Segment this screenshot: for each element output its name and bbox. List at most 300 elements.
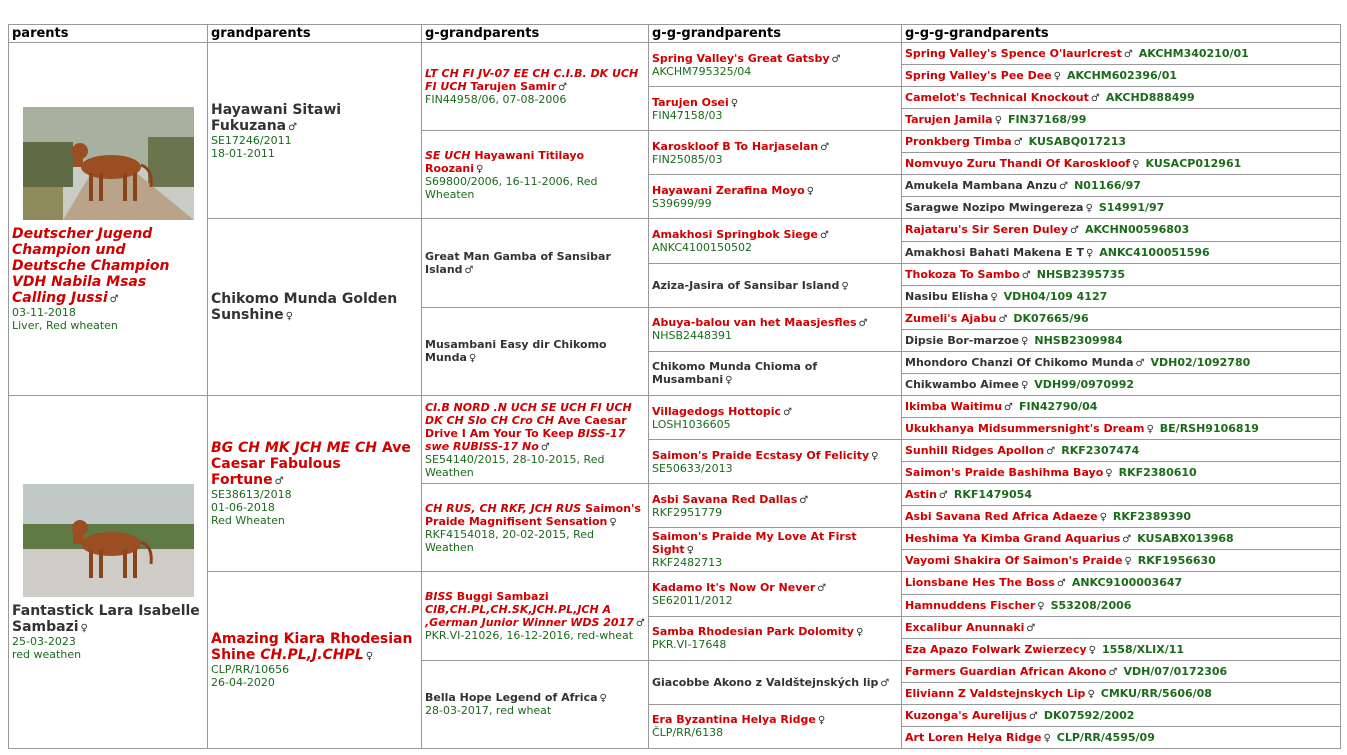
ancestor-name-text: Saimon's Praide My Love At First Sight [652,530,857,557]
g-g-grandparent-cell [649,660,902,704]
ancestor-name[interactable] [652,713,898,726]
ancestor-name-text: Astin [905,488,937,502]
ancestor-reg: RKF2380610 [1118,466,1197,480]
sex-icon: ♀ [841,280,849,292]
ancestor-name-text: Amukela Mambana Anzu [905,179,1058,193]
pedigree-table [8,24,1341,749]
ancestor-reg: DK07592/2002 [1043,708,1135,722]
ancestor-date: 18-01-2011 [211,146,275,160]
ancestor-name[interactable] [905,91,1337,104]
sire-name-block [12,226,204,306]
ancestor-name[interactable] [905,135,1337,148]
ancestor-name[interactable] [905,687,1337,700]
ancestor-name[interactable] [905,157,1337,170]
g-g-g-grandparent-cell [902,87,1341,109]
ancestor-reg: RKF2307474 [1061,444,1140,458]
ancestor-name-text: Farmers Guardian African Akono [905,664,1107,678]
ancestor-name[interactable] [905,47,1337,60]
ancestor-reg: NHSB2395735 [1036,267,1126,281]
g-g-grandparent-cell [649,175,902,219]
sex-icon: ♂ [858,318,868,330]
ancestor-name[interactable] [652,676,898,689]
ancestor-name-text: Heshima Ya Kimba Grand Aquarius [905,532,1121,546]
ancestor-name-text: Musambani Easy dir Chikomo Munda [425,338,607,365]
g-g-grandparent-cell [649,87,902,131]
g-g-grandparent-cell [649,528,902,572]
ancestor-reg: NHSB2309984 [1034,333,1123,347]
ancestor-reg: S14991/97 [1098,201,1165,215]
ancestor-name-text: Ikimba Waitimu [905,400,1003,413]
sex-icon: ♀ [1105,468,1113,480]
ancestor-name[interactable] [905,422,1337,435]
ancestor-name[interactable] [652,184,898,197]
sire-sex-icon: ♂ [109,293,119,305]
ancestor-name-text: Sunhill Ridges Apollon [905,444,1045,458]
ancestor-name-text: Saimon's Praide Magnifisent Sensation [425,501,641,528]
g-g-grandparent-cell [649,616,902,660]
sex-icon: ♂ [1046,446,1056,458]
ancestor-name[interactable] [905,621,1337,634]
ancestor-name-text: Bella Hope Legend of Africa [425,691,598,705]
sex-icon: ♀ [994,115,1002,127]
ancestor-title: LT CH FI JV-07 EE CH C.I.B. DK UCH FI UCH [425,67,639,94]
ancestor-name-text: Thokoza To Sambo [905,267,1020,281]
sex-icon: ♀ [1132,159,1140,171]
ancestor-name-text: Ave Caesar Fabulous Fortune [211,440,411,489]
ancestor-name-text: Ave Caesar Drive I Am Your To Keep [425,413,627,440]
ancestor-name-text: Hayawani Sitawi Fukuzana [211,101,342,134]
sex-icon: ♂ [1135,357,1145,369]
ancestor-reg: SE17246/2011 [211,133,292,147]
sex-icon: ♂ [1026,622,1036,634]
sex-icon: ♂ [1123,49,1133,60]
sex-icon: ♂ [1021,269,1031,281]
ancestor-name-text: Hayawani Titilayo Roozani [425,148,585,175]
header-row [9,25,1341,43]
sex-icon: ♀ [285,311,293,323]
ancestor-name-text: Nasibu Elisha [905,289,989,303]
ancestor-name[interactable] [905,246,1337,259]
ancestor-name[interactable] [425,691,645,704]
ancestor-date: 01-06-2018 [211,501,275,515]
ancestor-name[interactable] [905,466,1337,479]
ancestor-reg: ANKC4100051596 [1099,245,1210,259]
ancestor-name-text: Dipsie Bor-marzoe [905,333,1020,347]
sire-cell [9,43,208,396]
ancestor-name-text: Amazing Kiara Rhodesian Shine [211,631,413,664]
ancestor-name[interactable] [905,532,1337,545]
ancestor-name-text: Chikomo Munda Golden Sunshine [211,291,398,324]
g-g-g-grandparent-cell [902,550,1341,572]
ancestor-name[interactable] [905,599,1337,612]
ancestor-color: Red Wheaten [211,514,285,528]
ancestor-name-text: Kuzonga's Aurelijus [905,708,1027,722]
ancestor-name[interactable] [652,493,898,506]
ancestor-reg: AKCHN00596803 [1084,223,1190,237]
sex-icon: ♀ [806,185,814,197]
grandparent-cell [208,43,422,219]
ancestor-reg: FIN25085/03 [652,152,723,166]
ancestor-name[interactable] [652,279,898,292]
g-g-g-grandparent-cell [902,307,1341,329]
sex-icon: ♀ [871,450,879,462]
ancestor-name-text: Eliviann Z Valdstejnskych Lip [905,686,1086,700]
sex-icon: ♂ [820,141,830,153]
g-g-g-grandparent-cell [902,462,1341,484]
ancestor-reg: RKF2389390 [1112,510,1192,524]
ancestor-name[interactable] [652,52,898,65]
ancestor-reg: FIN37168/99 [1007,113,1087,127]
ancestor-reg: 28-03-2017, red wheat [425,704,552,718]
ancestor-name-text: Saragwe Nozipo Mwingereza [905,201,1084,215]
ancestor-name-text: Buggi Sambazi [456,590,549,604]
table-row [9,396,1341,418]
sex-icon: ♂ [1028,710,1038,722]
sex-icon: ♂ [799,494,809,506]
ancestor-name-text: Samba Rhodesian Park Dolomity [652,625,854,639]
sex-icon: ♂ [998,313,1008,325]
ancestor-reg: AKCHD888499 [1105,91,1195,105]
ancestor-name-text: Chikwambo Aimee [905,378,1019,391]
ancestor-reg: S39699/99 [652,196,712,210]
ancestor-name[interactable] [905,554,1337,567]
ancestor-reg: FIN47158/03 [652,108,723,122]
ancestor-name[interactable] [905,179,1337,192]
ancestor-name-text: Amakhosi Bahati Makena E T [905,245,1084,259]
sex-icon: ♂ [540,441,550,453]
ancestor-name-text: Tarujen Samir [470,80,557,94]
ancestor-name[interactable] [652,360,898,386]
g-g-g-grandparent-cell [902,594,1341,616]
sex-icon: ♂ [1070,225,1079,237]
ancestor-name[interactable] [905,113,1337,126]
ancestor-name[interactable] [905,378,1337,391]
sex-icon: ♀ [599,693,607,705]
header-parents: parents [9,25,208,43]
ancestor-name-text: Eza Apazo Folwark Zwierzecy [905,642,1087,656]
sex-icon: ♀ [1146,424,1154,435]
sex-icon: ♂ [817,582,827,594]
ancestor-name[interactable] [905,223,1337,236]
ancestor-name[interactable] [425,401,645,453]
ancestor-name[interactable] [652,140,898,153]
ancestor-name[interactable] [905,576,1337,589]
dam-name: Fantastick Lara Isabelle Sambazi [12,602,200,635]
ancestor-name-text: Spring Valley's Pee Dee [905,69,1052,82]
dam-birth-date: 25-03-2023 [12,634,76,648]
sex-icon: ♀ [1085,247,1094,259]
sex-icon: ♂ [558,82,568,94]
table-row [9,43,1341,65]
ancestor-reg: KUSABQ017213 [1028,135,1127,149]
ancestor-reg: ANKC4100150502 [652,240,753,254]
ancestor-name[interactable] [652,228,898,241]
sex-icon: ♀ [817,715,826,727]
ancestor-title: CI.B NORD .N UCH SE UCH FI UCH DK CH Slo CH Cro CH [425,400,632,427]
ancestor-name-text: Asbi Savana Red Dallas [652,492,798,506]
ancestor-name-text: Tarujen Jamila [905,113,993,127]
ancestor-name[interactable] [425,149,645,175]
ancestor-name[interactable] [652,530,898,556]
sex-icon: ♀ [365,651,374,663]
header-g-g-g-grandparents: g-g-g-grandparents [902,25,1341,43]
g-g-g-grandparent-cell [902,43,1341,65]
ancestor-name-text: Villagedogs Hottopic [652,404,782,418]
ancestor-reg: SE50633/2013 [652,461,733,475]
ancestor-name[interactable] [652,449,898,462]
ancestor-reg: SE62011/2012 [652,593,733,607]
g-g-g-grandparent-cell [902,484,1341,506]
sex-icon: ♂ [464,265,474,277]
dam-photo [23,484,194,597]
ancestor-name[interactable] [652,625,898,638]
ancestor-reg: SE54140/2015, 28-10-2015, Red Weathen [425,452,605,479]
sex-icon: ♀ [1021,335,1029,347]
sire-birth-date: 03-11-2018 [12,305,76,319]
ancestor-name[interactable] [905,69,1337,82]
ancestor-name[interactable] [211,102,418,134]
g-grandparent-cell [422,43,649,131]
g-g-g-grandparent-cell [902,219,1341,241]
g-g-g-grandparent-cell [902,351,1341,373]
g-g-g-grandparent-cell [902,329,1341,351]
ancestor-name-text: Pronkberg Timba [905,135,1012,149]
g-g-g-grandparent-cell [902,638,1341,660]
sex-icon: ♀ [990,291,998,303]
ancestor-name-text: Abuya-balou van het Maasjesfles [652,316,857,330]
ancestor-name-text: Tarujen Osei [652,95,729,109]
g-g-g-grandparent-cell [902,528,1341,550]
ancestor-title-extra: CH.PL,J.CHPL [260,647,364,664]
sex-icon: ♂ [274,476,284,488]
ancestor-name-text: Saimon's Praide Ecstasy Of Felicity [652,448,870,462]
ancestor-reg: VDH02/1092780 [1150,355,1251,369]
ancestor-name[interactable] [905,334,1337,347]
sex-icon: ♂ [1004,402,1013,413]
ancestor-name[interactable] [211,631,418,663]
sire-color: Liver, Red wheaten [12,318,118,332]
sex-icon: ♀ [1037,600,1045,612]
header-g-grandparents: g-grandparents [422,25,649,43]
g-grandparent-cell [422,219,649,307]
ancestor-reg: FIN42790/04 [1019,400,1098,413]
ancestor-reg: VDH04/109 4127 [1003,289,1108,303]
ancestor-reg: NHSB2448391 [652,329,733,343]
ancestor-name[interactable] [652,96,898,109]
sex-icon: ♀ [725,375,733,387]
g-g-g-grandparent-cell [902,65,1341,87]
ancestor-name[interactable] [425,590,645,629]
ancestor-name-text: Aziza-Jasira of Sansibar Island [652,278,840,292]
ancestor-name[interactable] [905,665,1337,678]
ancestor-reg: S69800/2006, 16-11-2006, Red Wheaten [425,174,598,201]
g-g-grandparent-cell [649,704,902,748]
ancestor-name-text: Great Man Gamba of Sansibar Island [425,250,611,277]
ancestor-name[interactable] [425,67,645,93]
sex-icon: ♀ [855,627,864,639]
sex-icon: ♀ [476,163,484,175]
sex-icon: ♀ [609,516,617,528]
ancestor-title: SE UCH [425,148,471,162]
g-grandparent-cell [422,131,649,219]
ancestor-name-text: Amakhosi Springbok Siege [652,227,819,241]
g-g-g-grandparent-cell [902,263,1341,285]
ancestor-name-text: Chikomo Munda Chioma of Musambani [652,360,818,387]
g-g-g-grandparent-cell [902,175,1341,197]
g-grandparent-cell [422,572,649,660]
sex-icon: ♂ [288,121,298,133]
ancestor-name-text: Spring Valley's Great Gatsby [652,51,830,65]
ancestor-name-text: Art Loren Helya Ridge [905,731,1042,744]
g-g-g-grandparent-cell [902,506,1341,528]
ancestor-reg: ANKC9100003647 [1071,576,1183,590]
sex-icon: ♀ [468,353,477,365]
ancestor-name[interactable] [905,643,1337,656]
sex-icon: ♀ [1124,556,1132,568]
table-row [9,219,1341,241]
sex-icon: ♀ [686,545,694,557]
sex-icon: ♀ [1043,733,1051,744]
ancestor-name[interactable] [905,400,1337,413]
ancestor-reg: CMKU/RR/5606/08 [1100,686,1212,700]
dam-name-block [12,603,204,635]
g-g-g-grandparent-cell [902,440,1341,462]
sex-icon: ♂ [1056,578,1066,590]
ancestor-reg: S53208/2006 [1050,598,1132,612]
ancestor-name-text: Spring Valley's Spence O'laurlcrest [905,47,1122,60]
dam-color: red weathen [12,647,82,661]
sex-icon: ♂ [1013,137,1023,149]
g-g-g-grandparent-cell [902,418,1341,440]
sex-icon: ♀ [1088,644,1096,656]
sex-icon: ♂ [880,677,890,689]
ancestor-reg: DK07665/96 [1013,311,1089,325]
ancestor-name[interactable] [905,312,1337,325]
ancestor-name[interactable] [425,250,645,276]
g-g-grandparent-cell [649,440,902,484]
g-g-g-grandparent-cell [902,616,1341,638]
g-g-g-grandparent-cell [902,109,1341,131]
sex-icon: ♂ [1108,666,1118,678]
ancestor-name[interactable] [905,290,1337,303]
ancestor-name-text: Era Byzantina Helya Ridge [652,713,816,727]
ancestor-name-text: Zumeli's Ajabu [905,311,997,325]
g-g-g-grandparent-cell [902,572,1341,594]
g-g-g-grandparent-cell [902,153,1341,175]
header-g-g-grandparents: g-g-grandparents [649,25,902,43]
ancestor-name[interactable] [652,405,898,418]
g-grandparent-cell [422,660,649,748]
sex-icon: ♂ [783,406,793,418]
ancestor-reg: AKCHM602396/01 [1066,69,1178,82]
ancestor-reg: FIN44958/06, 07-08-2006 [425,93,567,107]
g-g-g-grandparent-cell [902,241,1341,263]
ancestor-reg: PKR.VI-17648 [652,638,727,652]
ancestor-reg: CLP/RR/10656 [211,663,290,677]
ancestor-name-text: Lionsbane Hes The Boss [905,576,1055,590]
sex-icon: ♂ [820,229,829,241]
sex-icon: ♀ [1020,380,1029,391]
dam-cell [9,396,208,749]
ancestor-name-text: Kadamo It's Now Or Never [652,580,816,594]
ancestor-name-text: Hamnuddens Fischer [905,598,1036,612]
ancestor-name[interactable] [425,502,645,528]
ancestor-reg: AKCHM795325/04 [652,64,752,78]
ancestor-name-text: Asbi Savana Red Africa Adaeze [905,510,1098,524]
ancestor-reg: RKF2951779 [652,505,723,519]
sex-icon: ♀ [1099,512,1107,524]
ancestor-name-text: Ukukhanya Midsummersnight's Dream [905,422,1145,435]
g-g-g-grandparent-cell [902,682,1341,704]
ancestor-name[interactable] [905,201,1337,214]
sex-icon: ♀ [730,97,739,109]
g-g-g-grandparent-cell [902,396,1341,418]
ancestor-name[interactable] [905,268,1337,281]
g-g-g-grandparent-cell [902,704,1341,726]
g-g-grandparent-cell [649,307,902,351]
sex-icon: ♂ [1059,181,1069,193]
sex-icon: ♂ [831,53,841,65]
sire-title: Deutscher Jugend Champion und Deutsche Champion VDH [12,225,170,290]
ancestor-reg: AKCHM340210/01 [1138,47,1249,60]
ancestor-name[interactable] [652,316,898,329]
ancestor-reg: PKR.VI-21026, 16-12-2016, red-wheat [425,629,634,643]
ancestor-reg: BE/RSH9106819 [1159,422,1259,435]
sex-icon: ♂ [635,618,645,630]
ancestor-reg: RKF1956630 [1137,554,1216,568]
ancestor-name[interactable] [211,291,418,323]
g-g-grandparent-cell [649,351,902,395]
g-grandparent-cell [422,307,649,395]
g-g-g-grandparent-cell [902,131,1341,153]
sire-photo [23,107,194,220]
g-grandparent-cell [422,484,649,572]
g-g-g-grandparent-cell [902,660,1341,682]
ancestor-name-text: Mhondoro Chanzi Of Chikomo Munda [905,355,1134,369]
g-grandparent-cell [422,396,649,484]
ancestor-reg: RKF4154018, 20-02-2015, Red Weathen [425,527,594,554]
ancestor-name[interactable] [905,356,1337,369]
grandparent-cell [208,396,422,572]
ancestor-name[interactable] [211,440,418,488]
ancestor-name[interactable] [905,709,1337,722]
ancestor-name-text: Camelot's Technical Knockout [905,91,1089,105]
ancestor-name[interactable] [425,338,645,364]
ancestor-name-text: Karoskloof B To Harjaselan [652,139,819,153]
ancestor-title-extra: BISS-17 swe RUBISS-17 No [425,426,626,453]
ancestor-reg: KUSACP012961 [1145,157,1242,171]
ancestor-name[interactable] [652,581,898,594]
sex-icon: ♀ [1087,688,1095,700]
ancestor-date: 26-04-2020 [211,676,275,690]
grandparent-cell [208,572,422,749]
ancestor-reg: VDH/07/0172306 [1123,664,1228,678]
g-g-grandparent-cell [649,572,902,616]
ancestor-reg: 1558/XLIX/11 [1102,642,1185,656]
ancestor-name[interactable] [905,488,1337,501]
ancestor-name-text: Excalibur Anunnaki [905,620,1025,634]
ancestor-name[interactable] [905,510,1337,523]
g-g-grandparent-cell [649,43,902,87]
ancestor-name[interactable] [905,731,1337,744]
dam-sex-icon: ♀ [80,622,88,634]
g-g-grandparent-cell [649,219,902,263]
g-g-g-grandparent-cell [902,727,1341,749]
sex-icon: ♀ [1085,203,1093,215]
ancestor-name[interactable] [905,444,1337,457]
ancestor-name-text: Giacobbe Akono z Valdštejnských lip [652,675,879,689]
g-g-grandparent-cell [649,396,902,440]
